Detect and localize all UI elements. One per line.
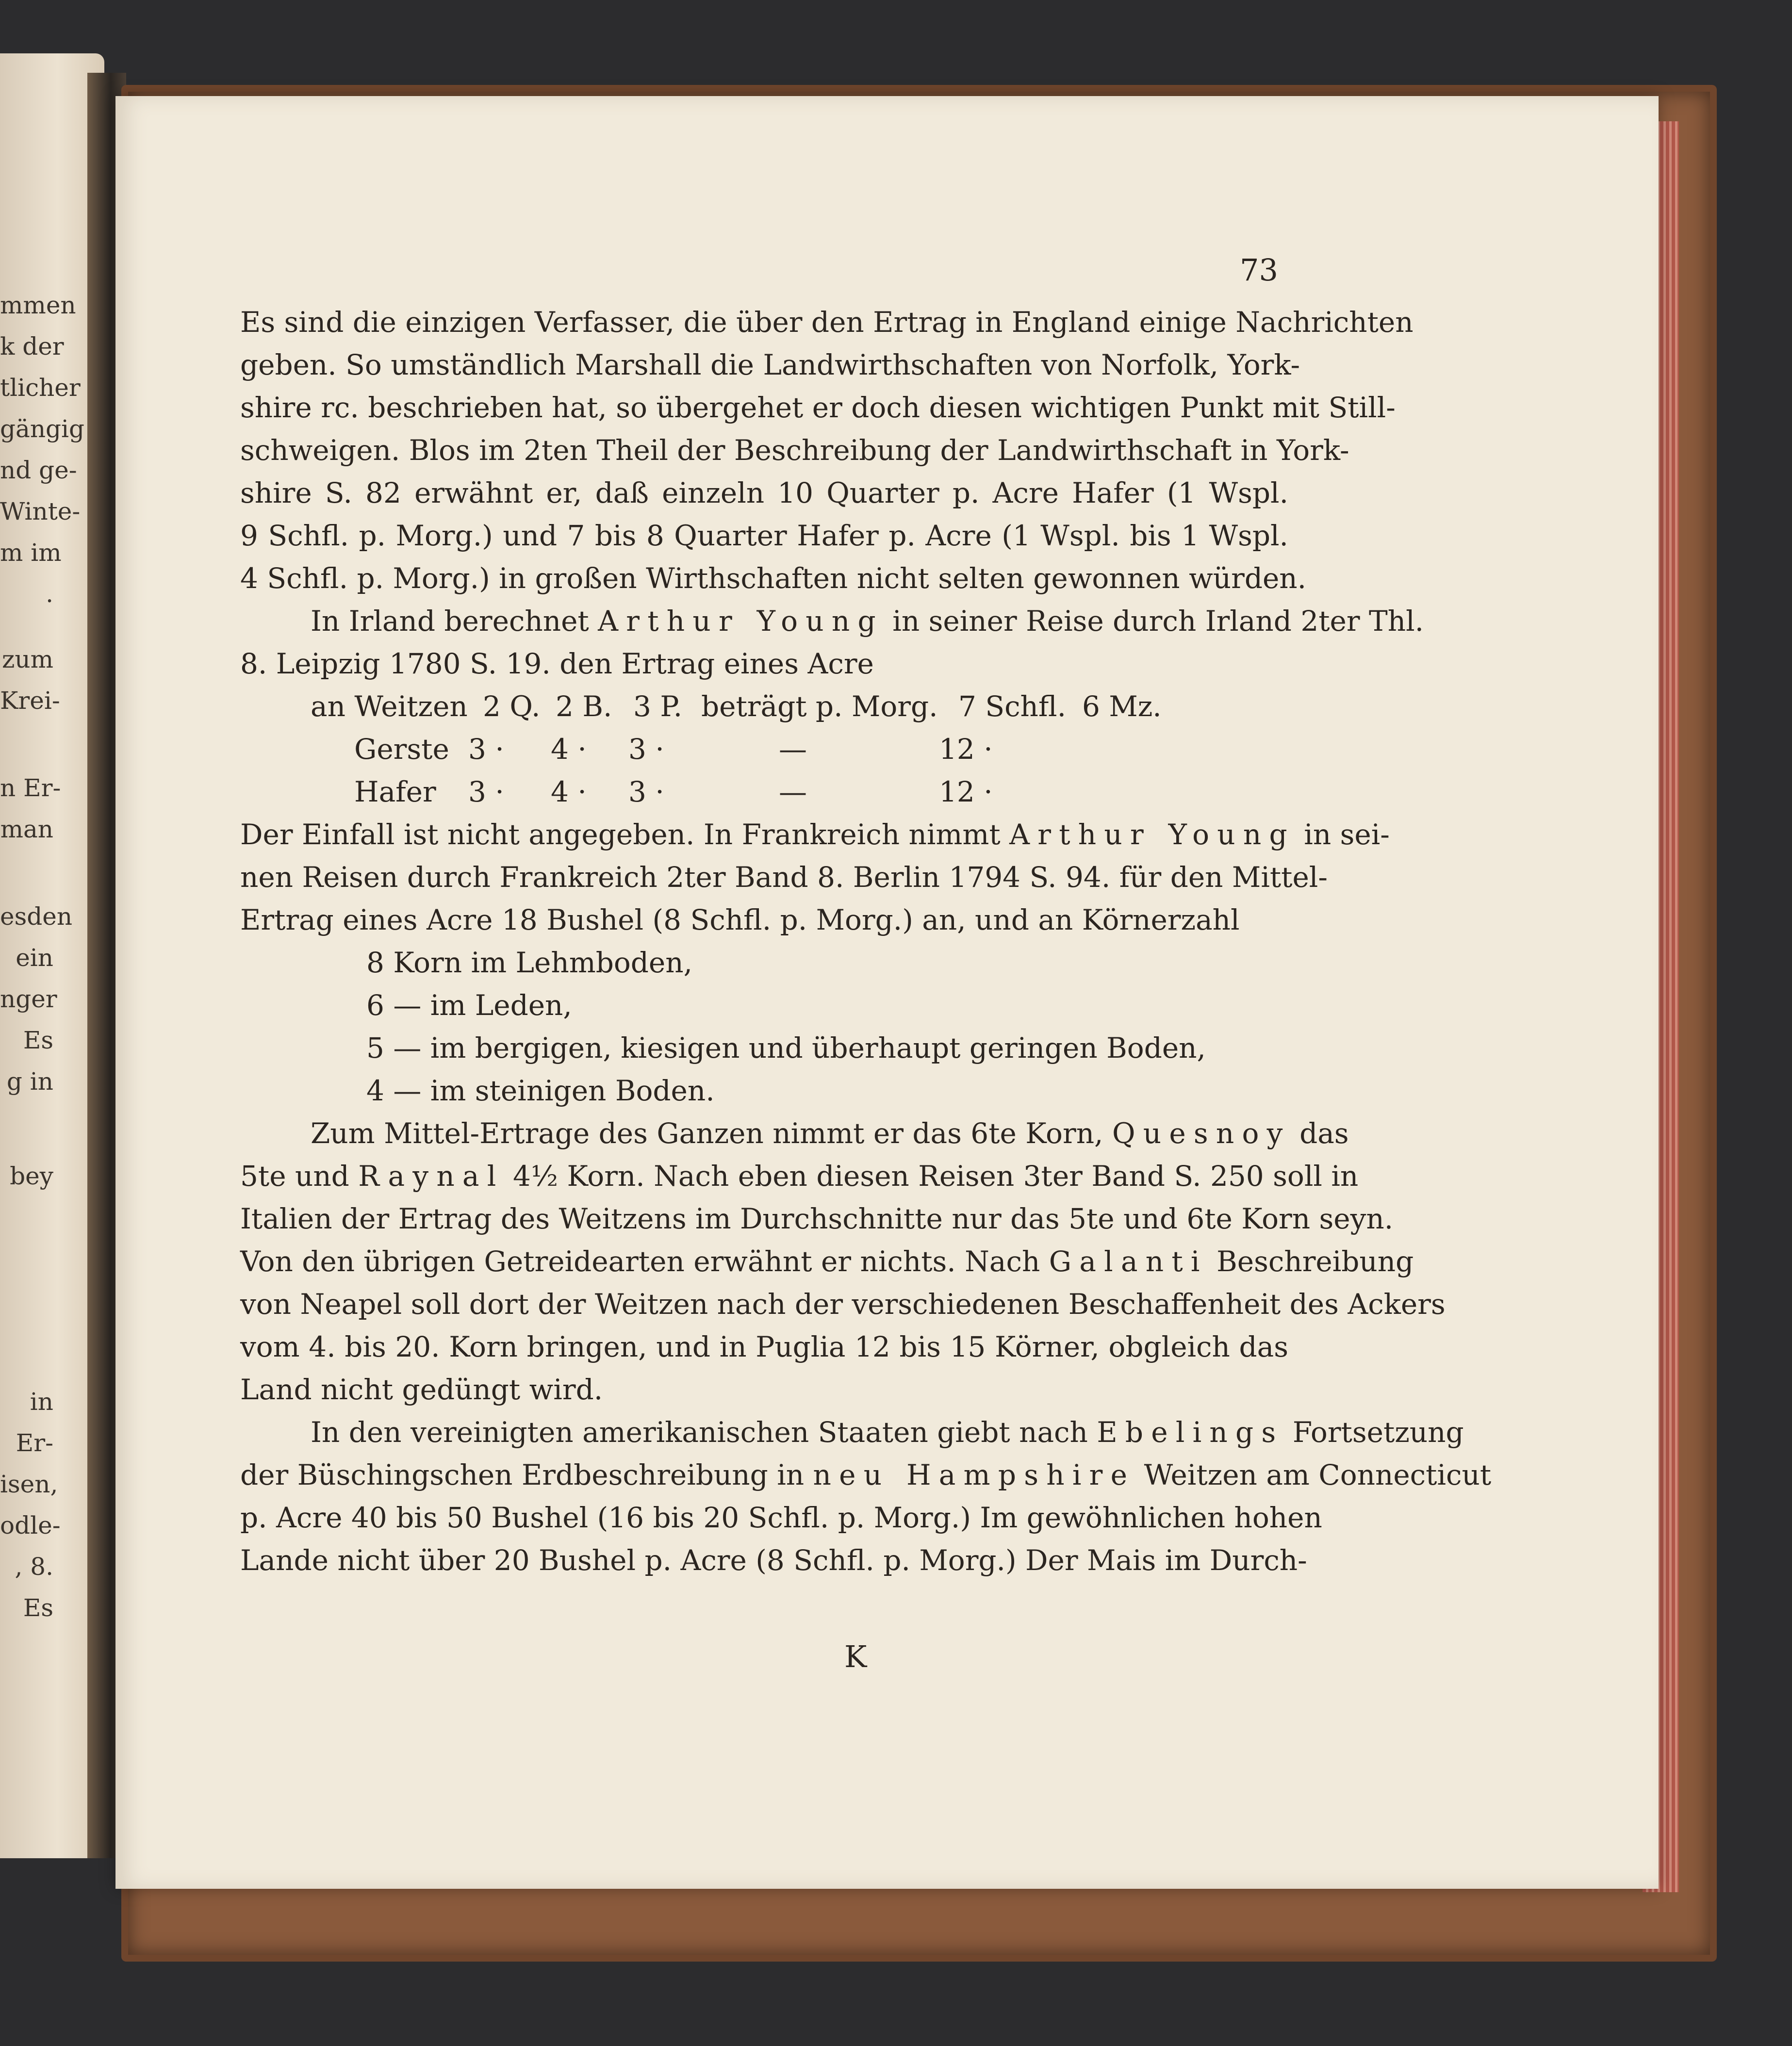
left-fragment: in (30, 1388, 53, 1416)
left-fragment: esden (0, 902, 73, 931)
left-fragment: Krei- (0, 687, 60, 715)
text-line: p. Acre 40 bis 50 Bushel (16 bis 20 Schfl. p. Morg.) Im gewöhnlichen hohen (240, 1501, 1322, 1534)
crop-name: Gerste (354, 733, 449, 766)
grain-list-item: 4 — im steinigen Boden. (366, 1074, 715, 1107)
grain-list-item: 5 — im bergigen, kiesigen und überhaupt geringen Boden, (366, 1031, 1206, 1064)
text-line (240, 1454, 1492, 1496)
quarter-value: 3 · (468, 775, 504, 808)
peck-value: 3 · (628, 733, 664, 766)
left-fragment: bey (10, 1162, 53, 1190)
author-name: Ebelings (1097, 1416, 1284, 1449)
place-name: neu Hampshire (813, 1458, 1135, 1491)
text-span: In den vereinigten amerikanischen Staaten giebt nach (311, 1416, 1097, 1449)
peck-value: 3 P. (633, 690, 683, 723)
quarter-value: 2 Q. (483, 690, 541, 723)
text-span: Der Einfall ist nicht angegeben. In Frankreich nimmt (240, 818, 1010, 851)
text-span: Von den übrigen Getreidearten erwähnt er nichts. Nach (240, 1245, 1049, 1278)
text-line: Land nicht gedüngt wird. (240, 1373, 603, 1406)
schfl-value: 12 · (939, 775, 993, 808)
page-body (240, 252, 1492, 1582)
left-fragment: nd ge- (0, 456, 77, 484)
text-span: In Irland berechnet (311, 605, 598, 638)
text-span: das (1290, 1117, 1349, 1150)
left-fragment: k der (0, 332, 64, 360)
text-line (240, 1240, 1414, 1283)
text-span: der Büschingschen Erdbeschreibung in (240, 1458, 813, 1491)
grain-list-item: 6 — im Leden, (366, 989, 572, 1022)
verb-text: beträgt p. Morg. (701, 690, 938, 723)
text-line (240, 1155, 1359, 1197)
yield-row (240, 728, 1288, 770)
text-line: Italien der Ertrag des Weitzens im Durchschnitte nur das 5te und 6te Korn seyn. (240, 1202, 1394, 1235)
bushel-value: 4 · (551, 733, 587, 766)
signature-mark: K (844, 1639, 867, 1674)
yield-table (240, 685, 1288, 813)
left-fragment: mmen (0, 291, 76, 319)
peck-value: 3 · (628, 775, 664, 808)
text-line: shire rc. beschrieben hat, so übergehet er doch diesen wichtigen Punkt mit Still- (240, 391, 1396, 424)
grain-list-item: 8 Korn im Lehmboden, (366, 946, 693, 979)
text-span: Weitzen am Connecticut (1135, 1458, 1492, 1491)
author-name: Raynal (358, 1160, 504, 1193)
text-line: 4 Schfl. p. Morg.) in großen Wirthschaften nicht selten gewonnen würden. (240, 562, 1307, 595)
left-fragment: m im (0, 539, 62, 567)
text-line: vom 4. bis 20. Korn bringen, und in Puglia 12 bis 15 Körner, obgleich das (240, 1330, 1288, 1363)
left-fragment: man (0, 815, 53, 843)
crop-name: an Weitzen (311, 690, 468, 723)
verb-text: — (779, 775, 807, 808)
text-span: in seiner Reise durch Irland 2ter Thl. (883, 605, 1424, 638)
text-line: schweigen. Blos im 2ten Theil der Beschreibung der Landwirthschaft in York- (240, 434, 1349, 467)
text-line: 9 Schfl. p. Morg.) und 7 bis 8 Quarter Hafer p. Acre (1 Wspl. bis 1 Wspl. (240, 519, 1288, 552)
left-fragment: gängig (0, 415, 85, 443)
text-span: 4½ Korn. Nach eben diesen Reisen 3ter Band S. 250 soll in (504, 1160, 1359, 1193)
text-line: Es sind die einzigen Verfasser, die über den Ertrag in England einige Nachrichten (240, 306, 1414, 339)
left-fragment: n Er- (0, 774, 61, 802)
left-fragment: g in (6, 1067, 53, 1096)
mz-value: 6 Mz. (1082, 690, 1162, 723)
yield-row (240, 770, 1288, 813)
left-fragment: nger (0, 985, 57, 1013)
text-line: Ertrag eines Acre 18 Bushel (8 Schfl. p. Morg.) an, und an Körnerzahl (240, 903, 1240, 936)
author-name: Galanti (1049, 1245, 1208, 1278)
text-line (240, 1411, 1464, 1454)
text-line: nen Reisen durch Frankreich 2ter Band 8. Berlin 1794 S. 94. für den Mittel- (240, 861, 1328, 894)
text-span: 5te und (240, 1160, 359, 1193)
author-name: Quesnoy (1112, 1117, 1291, 1150)
yield-row (240, 685, 1288, 728)
bushel-value: 4 · (551, 775, 587, 808)
crop-name: Hafer (354, 775, 436, 808)
left-fragment: isen, (0, 1470, 58, 1498)
text-span: Fortsetzung (1283, 1416, 1464, 1449)
text-line: geben. So umständlich Marshall die Landwirthschaften von Norfolk, York- (240, 348, 1300, 381)
left-fragment: ein (16, 944, 53, 972)
left-fragment: Es (23, 1026, 53, 1054)
author-name: Arthur Young (1009, 818, 1295, 851)
text-line (240, 813, 1390, 856)
text-span: in sei- (1295, 818, 1390, 851)
text-line (240, 1112, 1349, 1155)
left-fragment: . (46, 580, 53, 608)
verb-text: — (779, 733, 807, 766)
author-name: Arthur Young (598, 605, 884, 638)
text-line (240, 600, 1424, 642)
left-fragment: Er- (16, 1429, 53, 1457)
text-line: 8. Leipzig 1780 S. 19. den Ertrag eines Acre (240, 647, 874, 680)
schfl-value: 7 Schfl. (958, 690, 1067, 723)
bushel-value: 2 B. (556, 690, 612, 723)
left-fragment: Es (23, 1594, 53, 1622)
page-number: 73 (1240, 252, 1278, 288)
text-span: Zum Mittel-Ertrage des Ganzen nimmt er das 6te Korn, (311, 1117, 1112, 1150)
text-line: shire S. 82 erwähnt er, daß einzeln 10 Quarter p. Acre Hafer (1 Wspl. (240, 476, 1288, 509)
left-fragment: tlicher (0, 374, 81, 402)
schfl-value: 12 · (939, 733, 993, 766)
left-fragment: Winte- (0, 497, 81, 525)
left-fragment: odle- (0, 1511, 61, 1539)
left-fragment: zum (2, 645, 53, 673)
left-fragment: , 8. (15, 1553, 53, 1581)
text-span: Beschreibung (1207, 1245, 1414, 1278)
quarter-value: 3 · (468, 733, 504, 766)
text-line: von Neapel soll dort der Weitzen nach der verschiedenen Beschaffenheit des Ackers (240, 1288, 1446, 1321)
text-line: Lande nicht über 20 Bushel p. Acre (8 Schfl. p. Morg.) Der Mais im Durch- (240, 1544, 1307, 1577)
